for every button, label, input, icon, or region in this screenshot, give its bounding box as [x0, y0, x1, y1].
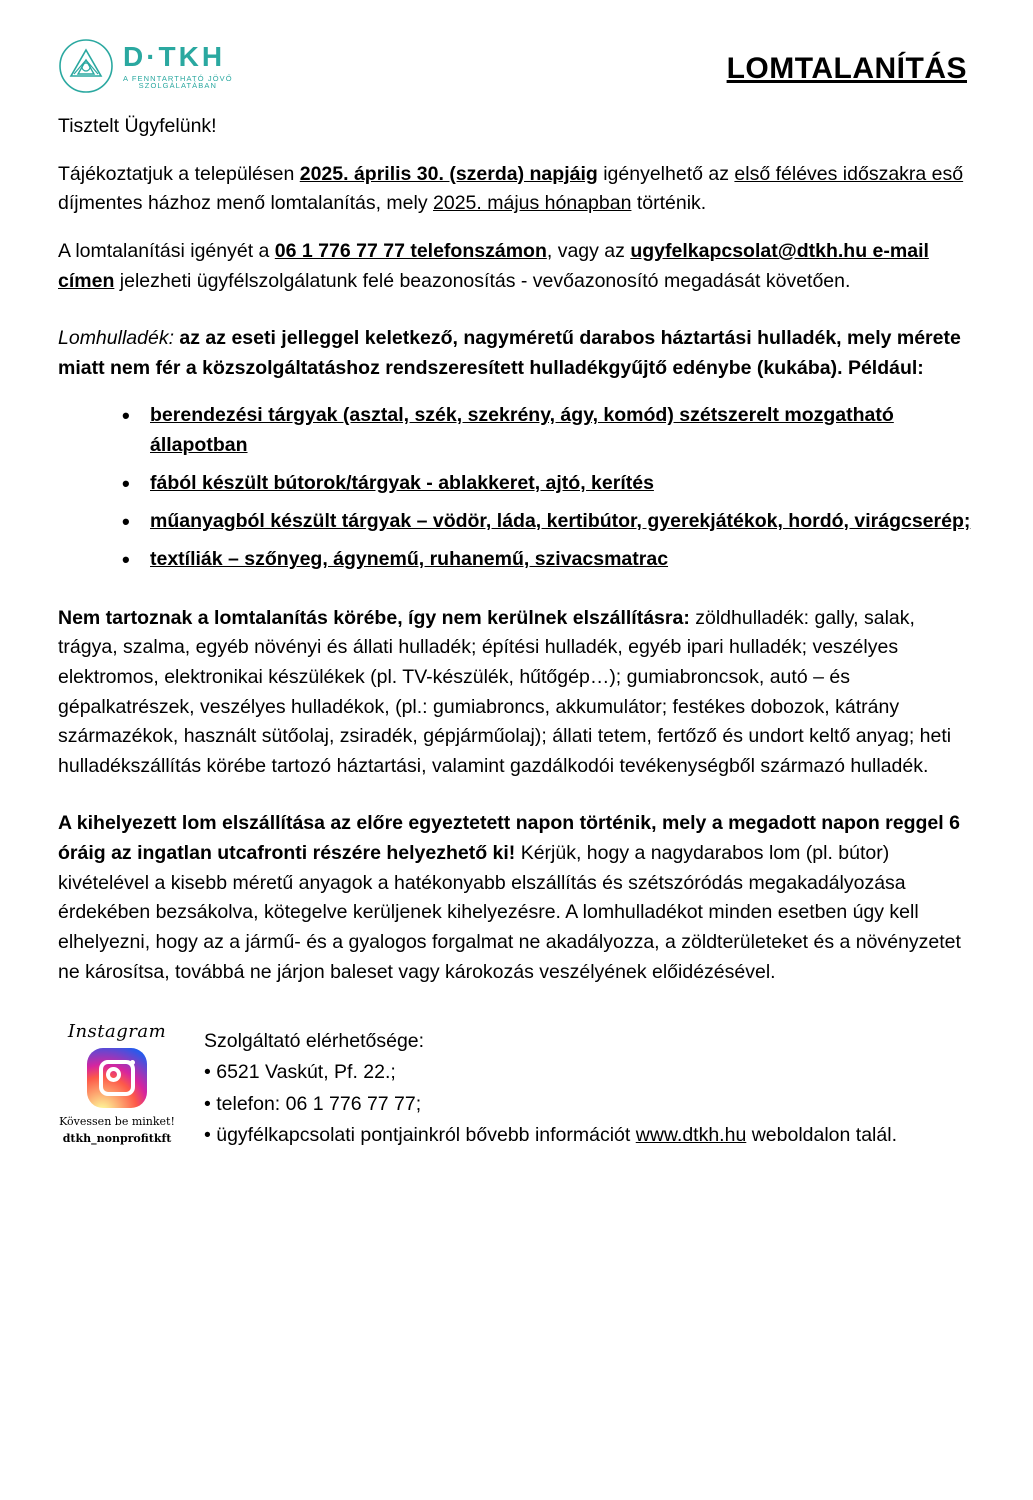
announcement-part3: díjmentes házhoz menő lomtalanítás, mely — [58, 192, 434, 215]
announcement-part1: Tájékoztatjuk a településen — [58, 162, 300, 185]
dtkh-logo-text — [123, 40, 233, 90]
definition-text: az az eseti jelleggel keletkező, nagyméretű darabos háztartási hulladék, mely mérete miatt nem fér a közszolgáltatáshoz rendszeresített hulladékgyűjtő edénybe (kukába). Például: — [58, 327, 961, 379]
instagram-block[interactable] — [58, 1021, 176, 1145]
announcement-part2: igényelhető az — [597, 162, 735, 185]
announcement-part4: történik. — [631, 192, 707, 215]
definition-label: Lomhulladék: — [58, 327, 174, 350]
list-item: • műanyagból készült tárgyak – vödör, láda, kertibútor, gyerekjátékok, hordó, virágcserép; — [150, 507, 971, 536]
dtkh-logo-tagline-line2: SZOLGÁLATÁBAN — [138, 81, 218, 90]
dtkh-logo-tagline-line1: A FENNTARTHATÓ JÖVŐ — [123, 73, 233, 83]
phone-number[interactable]: 06 1 776 77 77 telefonszámon — [274, 239, 547, 262]
collection-month: 2025. május hónapban — [433, 192, 632, 215]
document-body — [58, 112, 971, 987]
dtkh-logo-name: D·TKH — [123, 40, 226, 72]
exclusions-paragraph — [58, 604, 971, 782]
placement-text: Kérjük, hogy a nagydarabos lom (pl. bútor) kivételével a kisebb méretű anyagok a hatékonyabb elszállítás és szétszóródás megakadályozása érdekében bezsákolva, kötegelve kerüljenek kihelyezésre. A lomhulladékot minden esetben úgy kell elhelyezni, hogy az a jármű- és a gyalogos forgalmat ne akadályozza, a zöldterületeket és a növényzetet ne károsítsa, továbbá ne járjon baleset vagy károkozás veszélyének előidézésével. — [58, 842, 961, 983]
request-part2: , vagy az — [546, 239, 631, 262]
instagram-icon-dot — [130, 1060, 135, 1065]
lom-examples-list — [58, 401, 971, 574]
list-item: • berendezési tárgyak (asztal, szék, szekrény, ágy, komód) szétszerelt mozgatható állapotban — [150, 401, 971, 460]
dtkh-logo-icon — [58, 38, 114, 94]
contact-block — [204, 1021, 897, 1152]
document-footer — [58, 1021, 971, 1152]
instagram-icon-lens — [106, 1067, 121, 1082]
instagram-wordmark: Instagram — [67, 1021, 167, 1043]
list-item: • fából készült bútorok/tárgyak - ablakkeret, ajtó, kerítés — [150, 469, 971, 498]
greeting-paragraph — [58, 112, 971, 142]
deadline-date: 2025. április 30. (szerda) napjáig — [299, 162, 598, 185]
contact-address: • 6521 Vaskút, Pf. 22.; — [204, 1061, 396, 1084]
request-part3: jelezheti ügyfélszolgálatunk felé beazonosítás - vevőazonosító megadását követően. — [114, 269, 851, 292]
website-link[interactable]: www.dtkh.hu — [635, 1123, 747, 1146]
spacer — [58, 314, 971, 324]
dtkh-logo — [58, 34, 233, 94]
greeting-text: Tisztelt Ügyfelünk! — [58, 115, 217, 137]
request-paragraph — [58, 237, 971, 296]
contact-title: Szolgáltató elérhetősége: — [204, 1030, 425, 1053]
exclusions-text: zöldhulladék: gally, salak, trágya, szalma, egyéb növényi és állati hulladék; építési hulladék, egyéb ipari hulladék; veszélyes elektromos, elektronikai készülékek (pl. TV-készülék, hűtőgép…); gumiabroncsok, autó – és gépalkatrészek, veszélyes hulladékok, (pl.: gumiabroncs, akkumulátor; festékes dobozok, kátrány származékok, használt sütőolaj, zsiradék, gépjárműolaj); állati tetem, fertőző és undort keltő anyag; heti hulladékszállítás körébe tartozó háztartási, valamint gazdálkodói tevékenységből származó hulladék. — [58, 606, 952, 777]
contact-website-pre: • ügyfélkapcsolati pontjainkról bővebb információt — [204, 1123, 636, 1146]
spacer — [58, 799, 971, 809]
placement-lead: A kihelyezett lom elszállítása az előre egyeztetett napon történik, mely a megadott napon reggel 6 óráig az ingatlan utcafronti részére helyezhető ki! — [58, 812, 960, 864]
follow-caption: Kövessen be minket! — [59, 1115, 175, 1129]
request-part1: A lomtalanítási igényét a — [58, 239, 275, 262]
period-phrase: első féléves időszakra eső — [734, 162, 964, 185]
email-address[interactable]: ugyfelkapcsolat@dtkh.hu e-mail címen — [58, 239, 929, 292]
dtkh-logo-tagline — [123, 75, 233, 90]
placement-paragraph — [58, 809, 971, 987]
instagram-handle[interactable]: dtkh_nonprofitkft — [62, 1132, 172, 1146]
definition-paragraph — [58, 324, 971, 383]
contact-website-line — [204, 1121, 897, 1150]
contact-phone: • telefon: 06 1 776 77 77; — [204, 1092, 422, 1115]
page-title: LOMTALANÍTÁS — [726, 52, 967, 85]
instagram-icon[interactable] — [87, 1048, 147, 1108]
spacer — [58, 584, 971, 604]
contact-website-post: weboldalon talál. — [746, 1123, 897, 1146]
document-header — [58, 34, 971, 112]
exclusions-lead: Nem tartoznak a lomtalanítás körébe, így nem kerülnek elszállításra: — [58, 606, 690, 629]
list-item: • textíliák – szőnyeg, ágynemű, ruhanemű, szivacsmatrac — [150, 545, 971, 574]
announcement-paragraph — [58, 160, 971, 219]
